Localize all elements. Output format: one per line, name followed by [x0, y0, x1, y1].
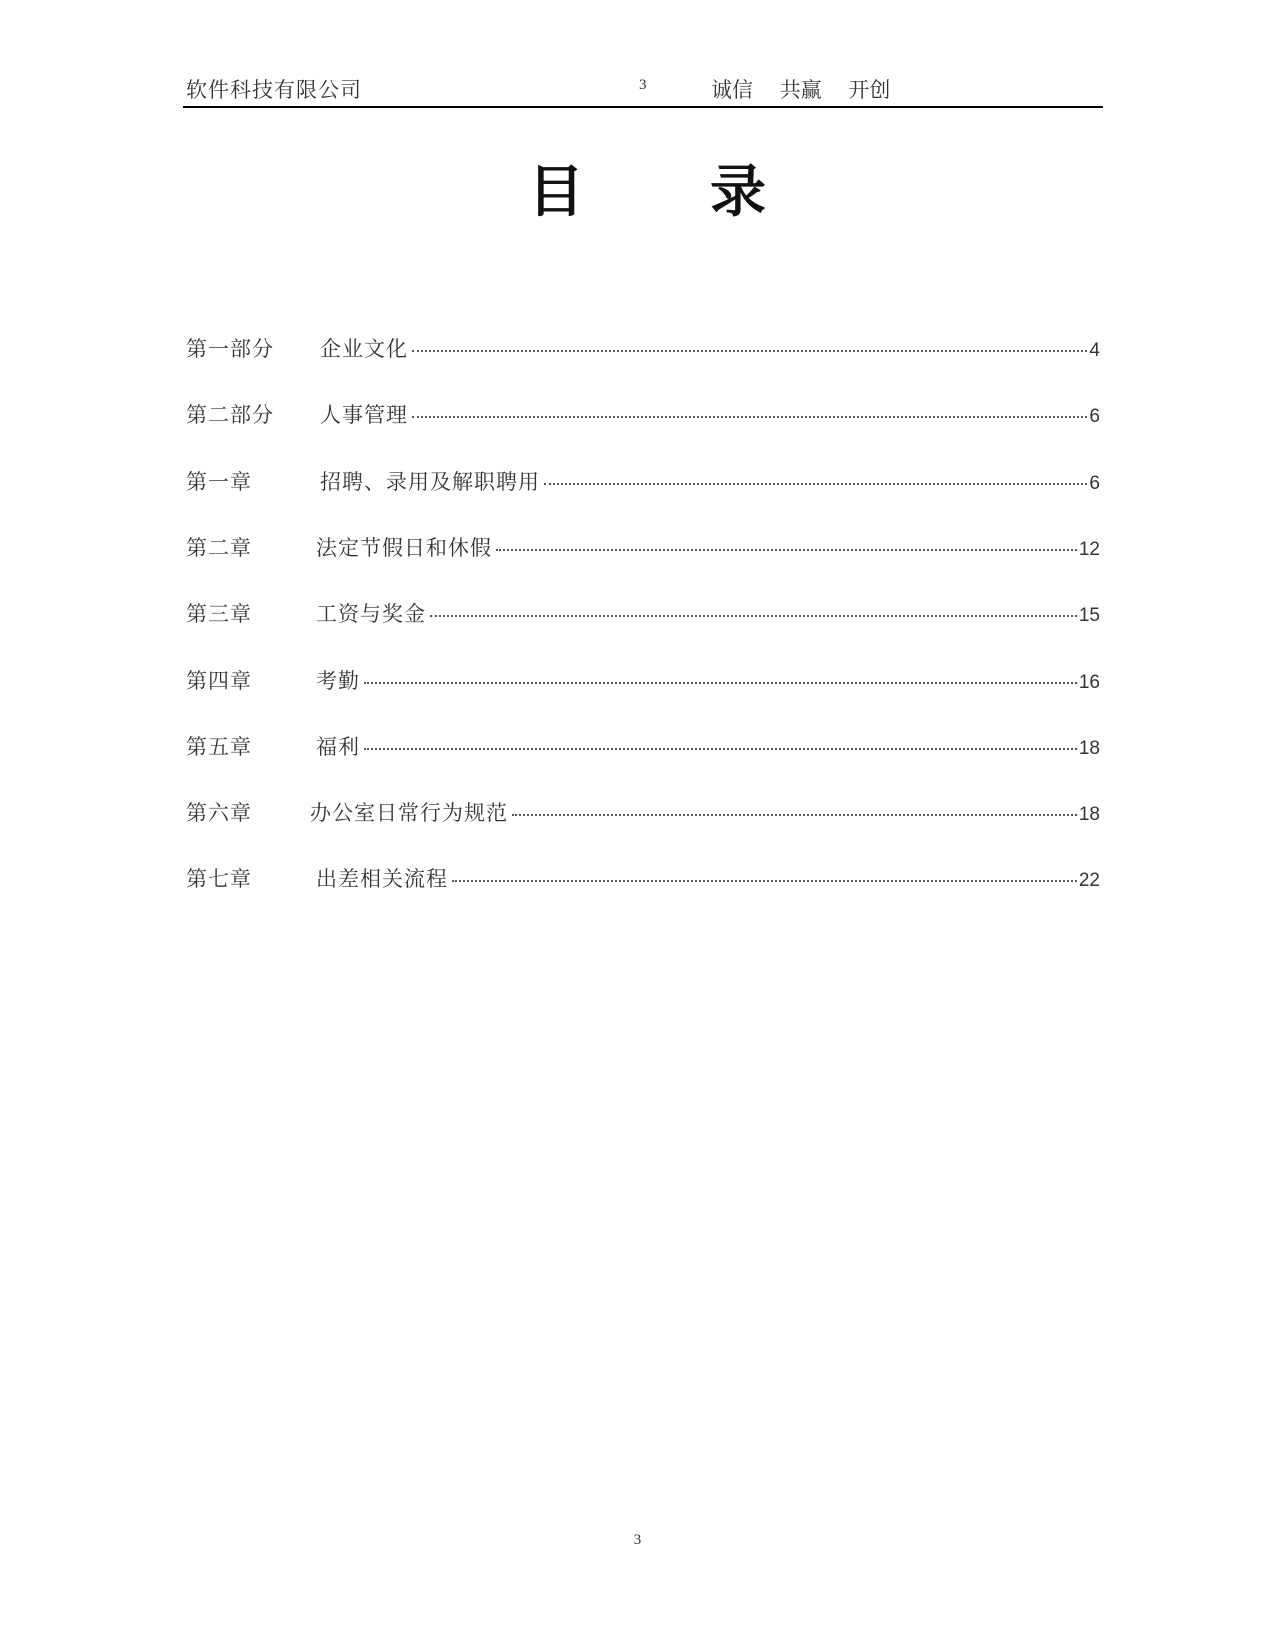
- toc-entry-page: 6: [1089, 473, 1100, 494]
- toc-leader-dots: [364, 748, 1077, 750]
- toc-entry-title: 考勤: [316, 669, 360, 693]
- toc-leader-dots: [412, 350, 1087, 352]
- toc-title: [0, 148, 1275, 228]
- toc-entry-page: 6: [1089, 406, 1100, 427]
- toc-entry-page: 16: [1078, 672, 1100, 693]
- toc-entry[interactable]: [186, 532, 1100, 564]
- toc-entry-number: 第二章: [186, 536, 252, 560]
- toc-entry-title: 企业文化: [320, 337, 408, 361]
- header-motto: 诚信 共赢 开创: [711, 78, 891, 102]
- toc-entry[interactable]: [186, 399, 1100, 431]
- toc-entry[interactable]: [186, 863, 1100, 895]
- header-page-number: 3: [639, 77, 647, 93]
- toc-entry-number: 第二部分: [186, 403, 274, 427]
- toc-entry[interactable]: [186, 333, 1100, 365]
- toc-leader-dots: [512, 814, 1077, 816]
- toc-entry-title: 出差相关流程: [316, 867, 448, 891]
- footer-page-number: 3: [633, 1532, 642, 1548]
- toc-entry-number: 第一章: [186, 470, 252, 494]
- toc-entry-title: 人事管理: [320, 403, 408, 427]
- toc-entry-title: 工资与奖金: [316, 602, 426, 626]
- toc-entry[interactable]: [186, 466, 1100, 498]
- toc-entry-page: 15: [1078, 605, 1100, 626]
- toc-entry[interactable]: [186, 731, 1100, 763]
- toc-entry[interactable]: [186, 797, 1100, 829]
- toc-entry-page: 22: [1078, 870, 1100, 891]
- toc-entry-page: 12: [1078, 539, 1100, 560]
- toc-title-char-1: 目: [528, 160, 584, 225]
- header-company-name: 软件科技有限公司: [186, 78, 362, 102]
- toc-entry-page: 18: [1078, 738, 1100, 759]
- toc-entry-number: 第五章: [186, 735, 252, 759]
- toc-leader-dots: [452, 880, 1077, 882]
- toc-entry[interactable]: [186, 598, 1100, 630]
- toc-entry-title: 办公室日常行为规范: [310, 801, 508, 825]
- toc-leader-dots: [364, 682, 1077, 684]
- toc-leader-dots: [430, 615, 1077, 617]
- toc-title-char-2: 录: [710, 160, 766, 225]
- toc-leader-dots: [544, 483, 1087, 485]
- toc-leader-dots: [412, 416, 1087, 418]
- toc-entry-number: 第七章: [186, 867, 252, 891]
- toc-entry-number: 第一部分: [186, 337, 274, 361]
- toc-leader-dots: [496, 549, 1077, 551]
- toc-entry-number: 第六章: [186, 801, 252, 825]
- toc-entry-number: 第三章: [186, 602, 252, 626]
- toc-entry-title: 福利: [316, 735, 360, 759]
- toc-entry-title: 法定节假日和休假: [316, 536, 492, 560]
- toc-entry-number: 第四章: [186, 669, 252, 693]
- toc-entry[interactable]: [186, 665, 1100, 697]
- toc-entry-page: 4: [1089, 340, 1100, 361]
- toc-entry-title: 招聘、录用及解职聘用: [320, 470, 540, 494]
- page-header: [183, 70, 1103, 108]
- toc-entry-page: 18: [1078, 804, 1100, 825]
